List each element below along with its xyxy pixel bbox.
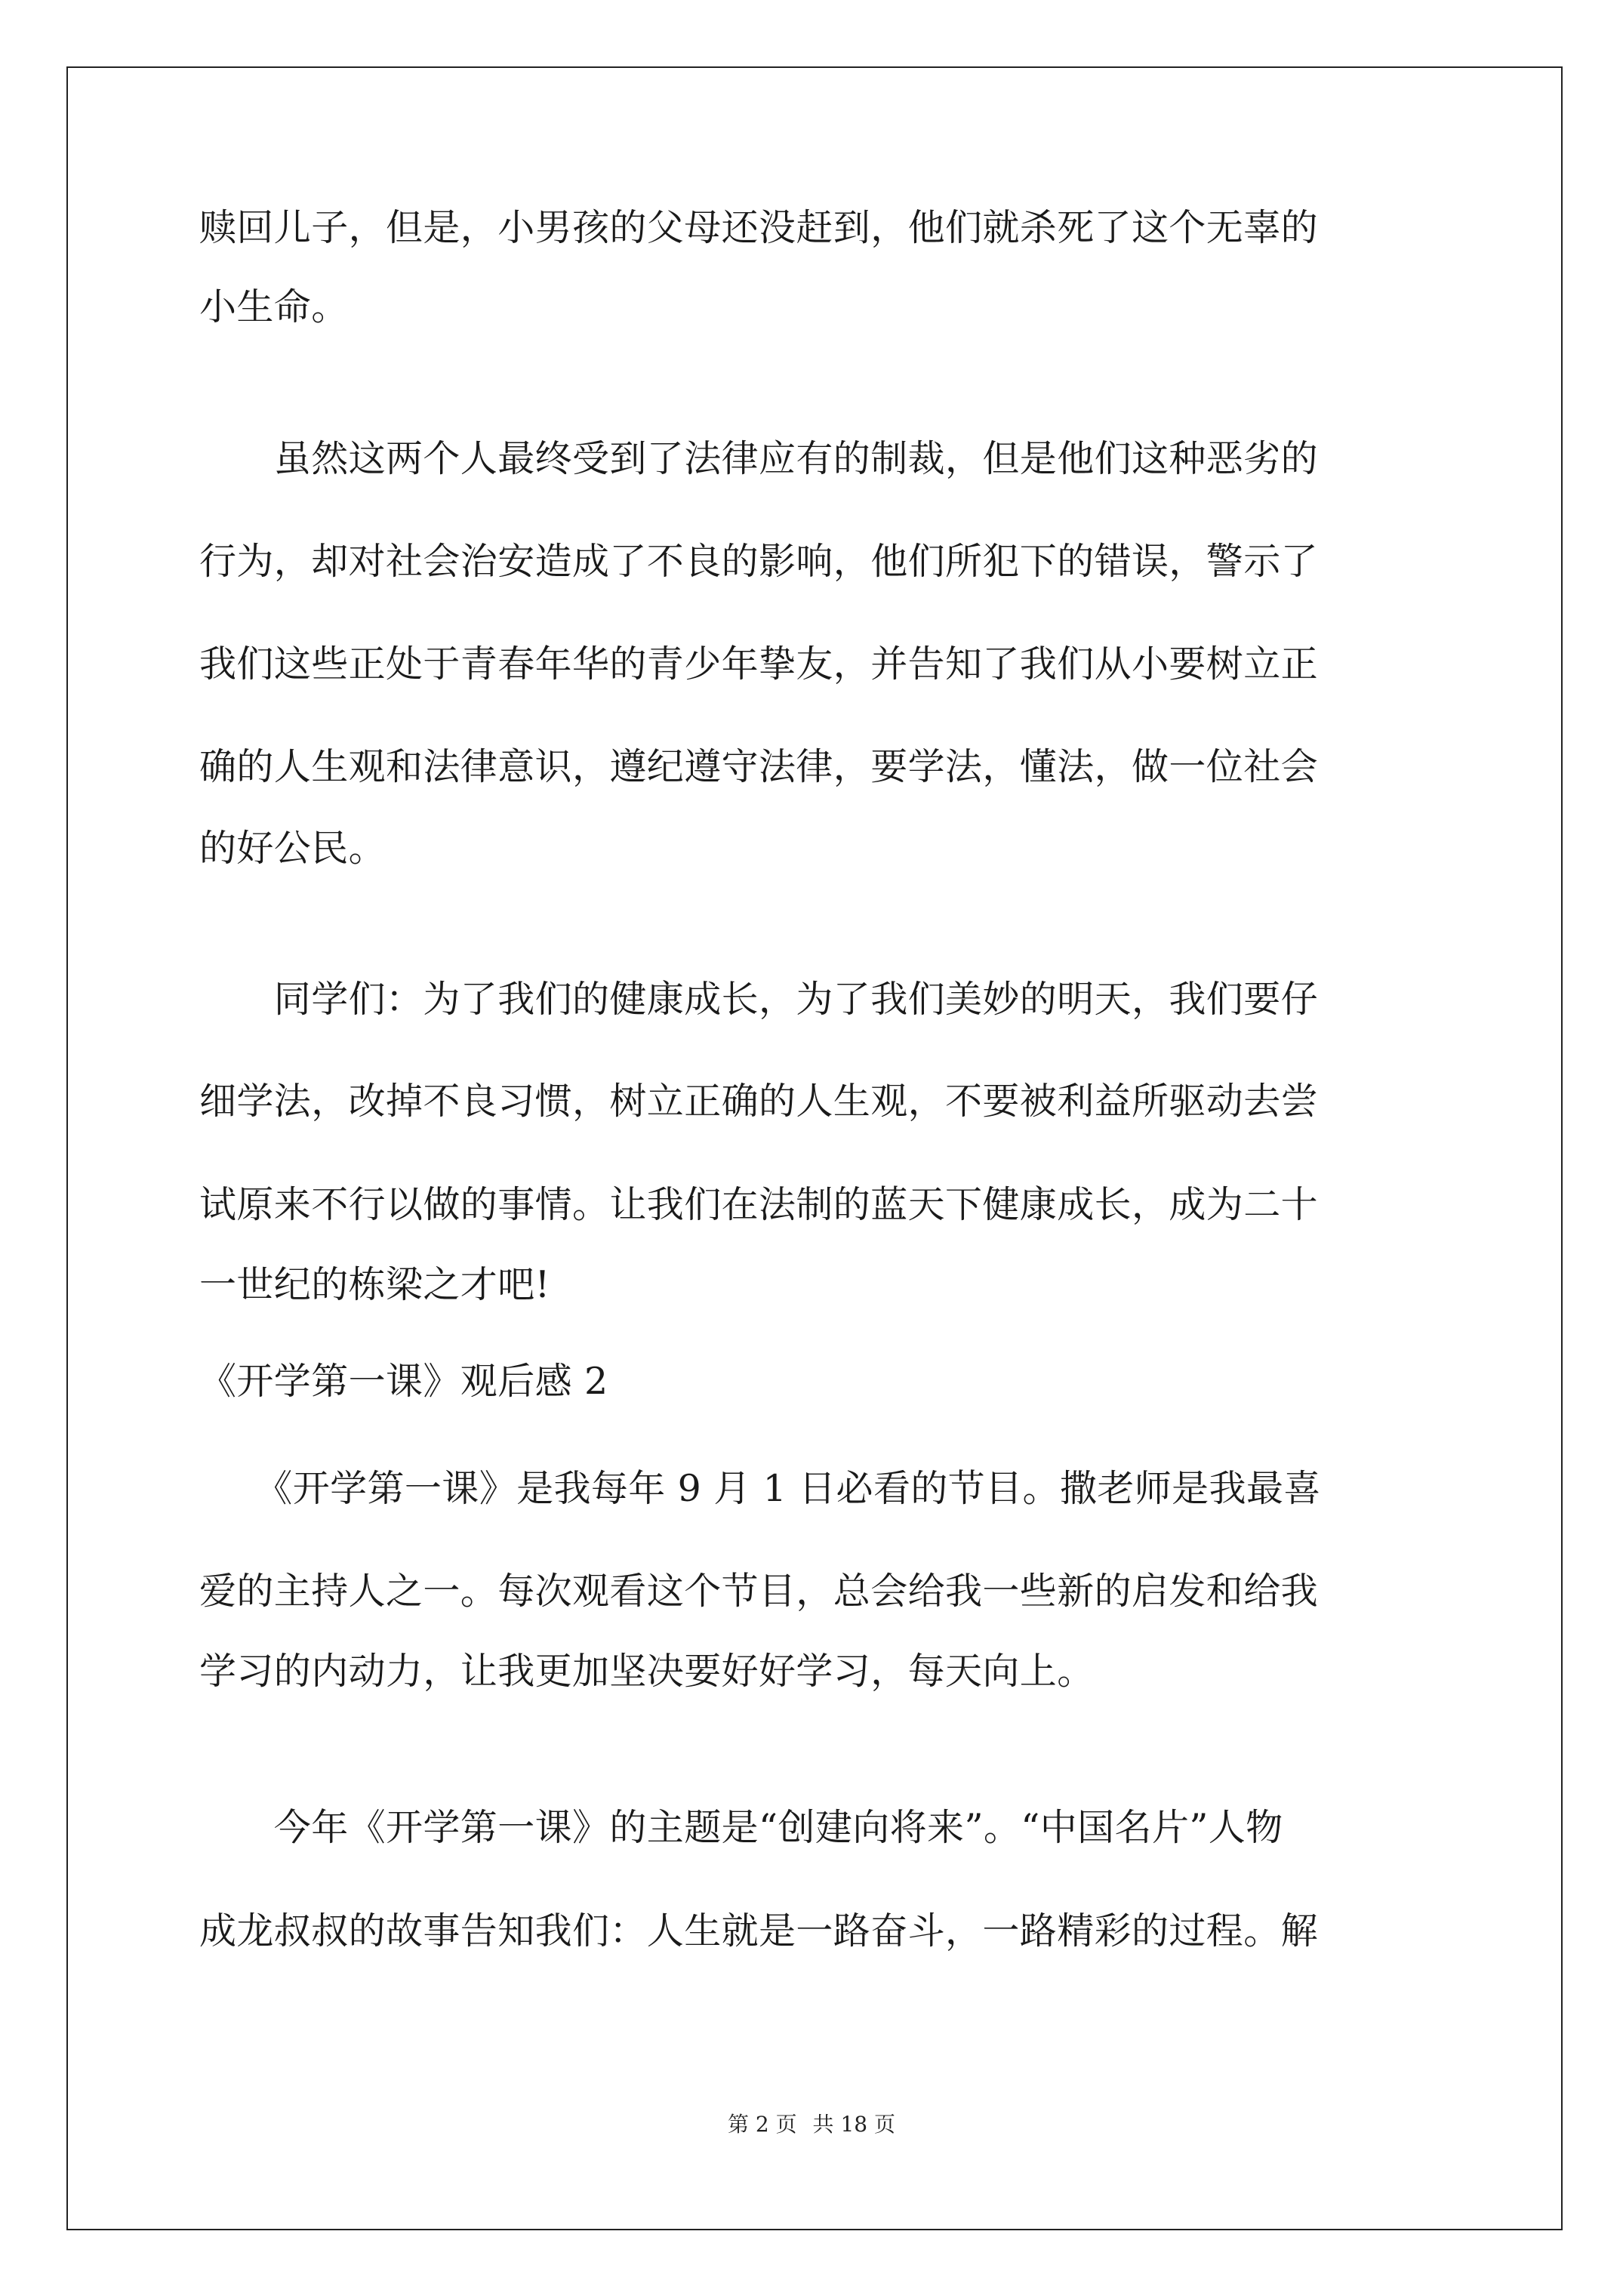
text-line: 试原来不行以做的事情。让我们在法制的蓝天下健康成长，成为二十 — [199, 1183, 1319, 1226]
text-line: 细学法，改掉不良习惯，树立正确的人生观，不要被利益所驱动去尝 — [199, 1080, 1319, 1123]
text-line: 学习的内动力，让我更加坚决要好好学习，每天向上。 — [199, 1650, 1095, 1693]
text-line: 成龙叔叔的故事告知我们：人生就是一路奋斗，一路精彩的过程。解 — [199, 1909, 1319, 1952]
page-border — [66, 66, 1563, 2230]
text-line: 的好公民。 — [199, 827, 387, 870]
page-number: 第 2 页 — [728, 2112, 797, 2137]
text-line: 爱的主持人之一。每次观看这个节目，总会给我一些新的启发和给我 — [199, 1570, 1319, 1613]
text-line: 同学们：为了我们的健康成长，为了我们美妙的明天，我们要仔 — [199, 978, 1319, 1021]
text-line: 虽然这两个人最终受到了法律应有的制裁，但是他们这种恶劣的 — [199, 437, 1319, 480]
page-total: 共 18 页 — [812, 2112, 895, 2137]
text-line: 我们这些正处于青春年华的青少年挚友，并告知了我们从小要树立正 — [199, 643, 1319, 686]
text-line: 《开学第一课》是我每年 9 月 1 日必看的节目。撒老师是我最喜 — [199, 1467, 1321, 1510]
page-footer — [0, 2108, 1623, 2138]
text-line: 今年《开学第一课》的主题是“创建向将来”。“中国名片”人物 — [199, 1806, 1283, 1849]
text-line: 一世纪的栋梁之才吧! — [199, 1263, 550, 1306]
text-line: 赎回儿子，但是，小男孩的父母还没赶到，他们就杀死了这个无辜的 — [199, 206, 1319, 249]
text-line: 行为，却对社会治安造成了不良的影响，他们所犯下的错误，警示了 — [199, 540, 1319, 583]
text-line: 确的人生观和法律意识，遵纪遵守法律，要学法，懂法，做一位社会 — [199, 745, 1319, 788]
section-heading: 《开学第一课》观后感 2 — [199, 1360, 608, 1403]
text-line: 小生命。 — [199, 285, 349, 328]
